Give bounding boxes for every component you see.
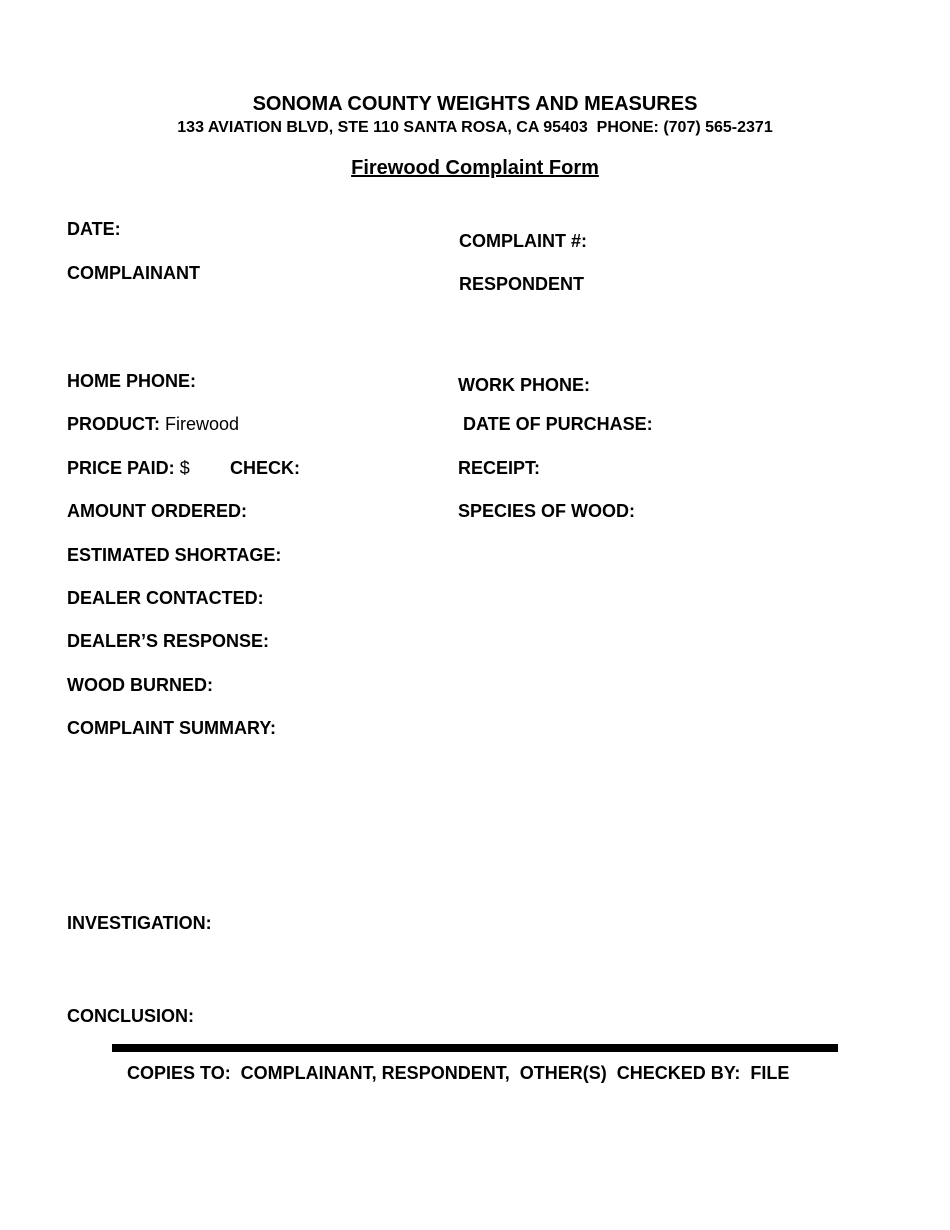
product-value: Firewood [165,414,240,434]
amount-ordered-label: AMOUNT ORDERED: [67,501,247,521]
conclusion-label: CONCLUSION: [67,1006,194,1026]
date-label: DATE: [67,219,121,239]
divider-bar [112,1044,838,1052]
price-paid-field [67,458,190,478]
agency-name: SONOMA COUNTY WEIGHTS AND MEASURES [252,93,698,115]
dealer-contacted-label: DEALER CONTACTED: [67,588,264,608]
check-label: CHECK: [230,458,300,478]
copies-to-footer: COPIES TO: COMPLAINANT, RESPONDENT, OTHER(S) CHECKED BY: FILE [127,1063,790,1083]
species-label: SPECIES OF WOOD: [458,501,636,521]
investigation-label: INVESTIGATION: [67,913,212,933]
receipt-label: RECEIPT: [458,458,541,478]
estimated-shortage-label: ESTIMATED SHORTAGE: [67,545,282,565]
date-of-purchase-label: DATE OF PURCHASE: [463,414,653,434]
complaint-number-label: COMPLAINT #: [459,231,587,251]
wood-burned-label: WOOD BURNED: [67,675,213,695]
price-paid-label: PRICE PAID: [67,458,175,478]
work-phone-label: WORK PHONE: [458,375,590,395]
form-title-text: Firewood Complaint Form [351,157,599,179]
price-currency: $ [179,458,190,478]
product-label: PRODUCT: [67,414,160,434]
respondent-label: RESPONDENT [459,274,585,294]
home-phone-label: HOME PHONE: [67,371,197,391]
dealer-response-label: DEALER’S RESPONSE: [67,631,270,651]
product-field [67,414,239,434]
form-title [0,156,950,180]
complaint-summary-label: COMPLAINT SUMMARY: [67,718,276,738]
complainant-label: COMPLAINANT [67,263,200,283]
agency-address: 133 AVIATION BLVD, STE 110 SANTA ROSA, CA 95403 PHONE: (707) 565-2371 [177,119,773,136]
